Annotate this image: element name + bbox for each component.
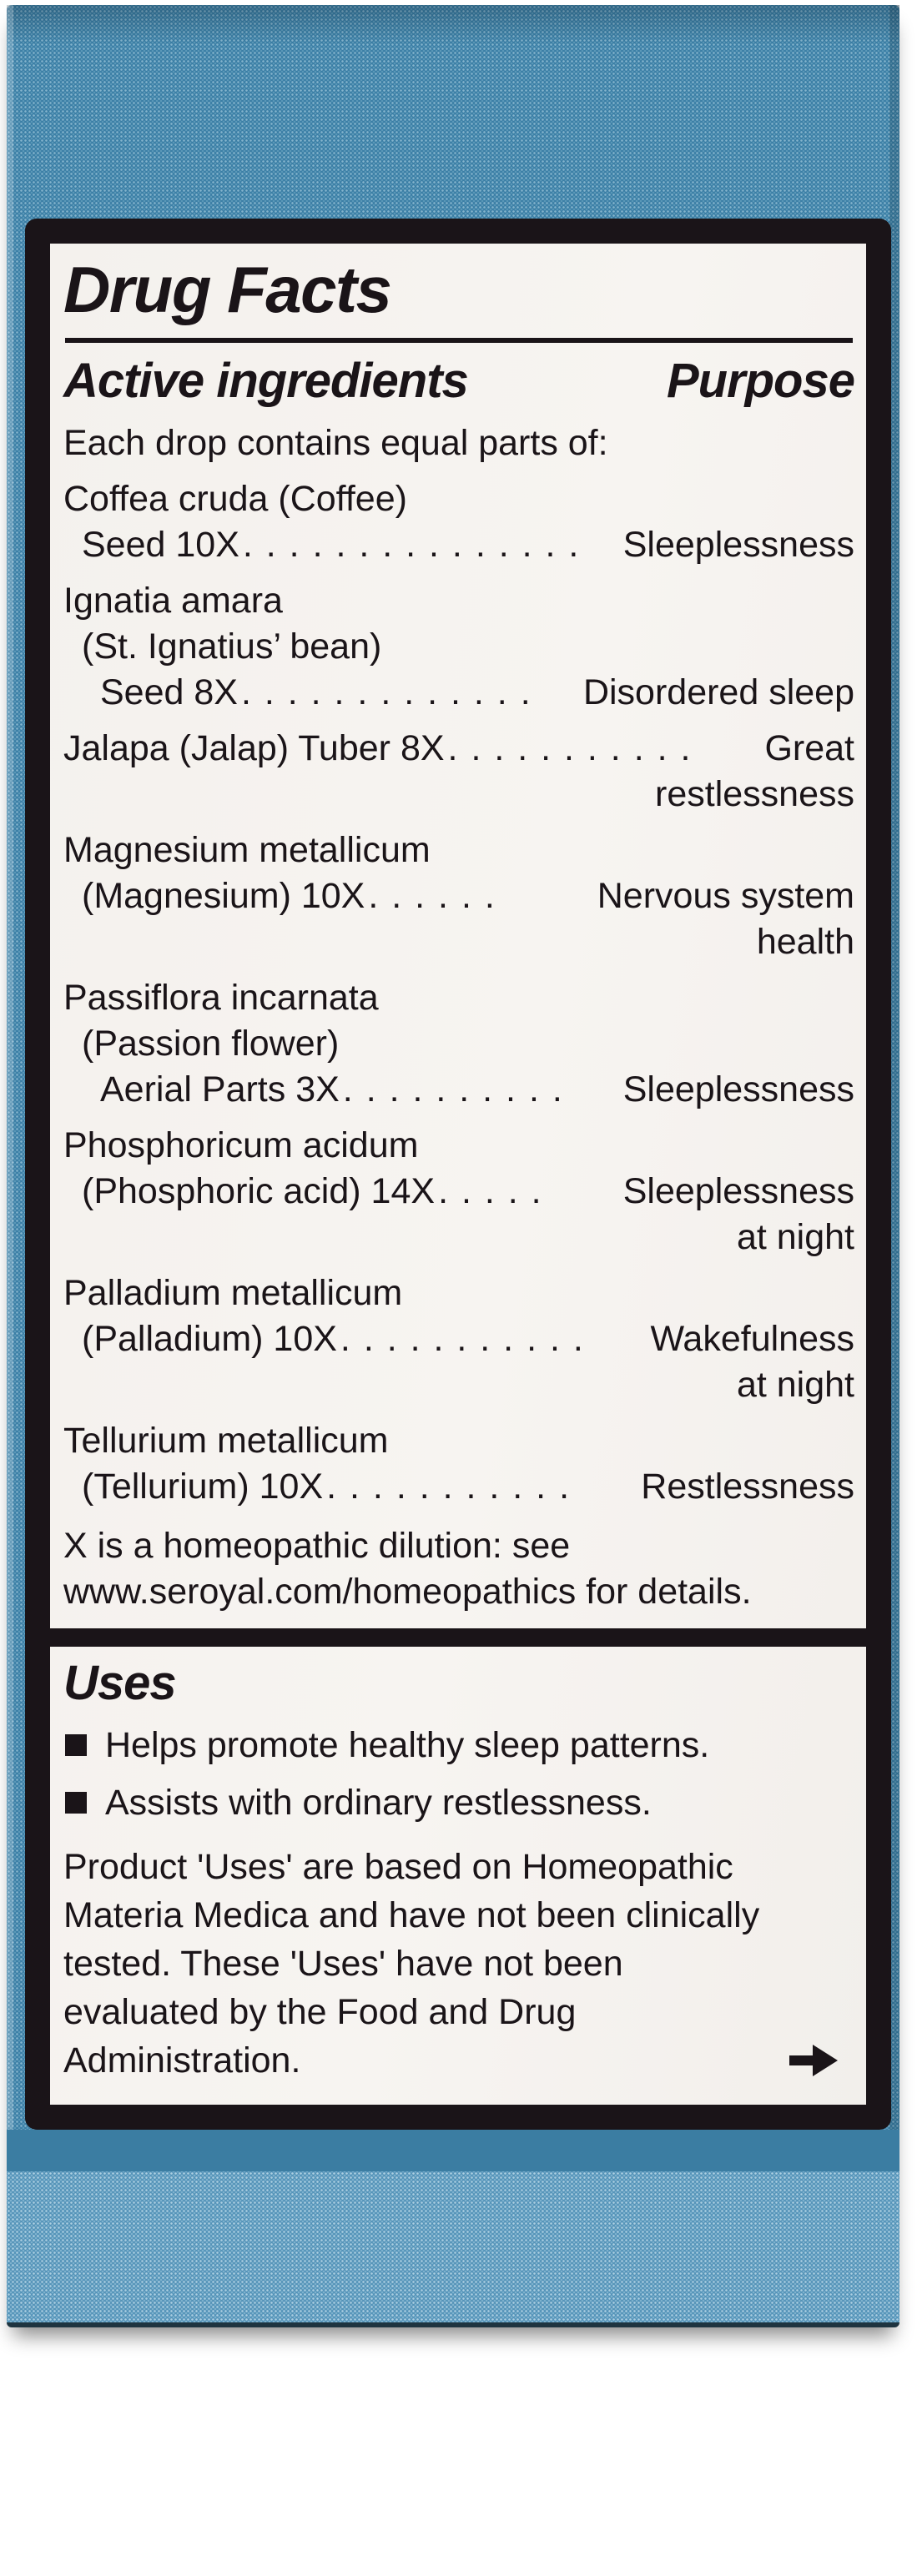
ingredient-name: Tellurium metallicum: [63, 1420, 389, 1461]
leader-dots: . . . . . . . . . . .: [447, 727, 693, 768]
purpose-continuation: restlessness: [655, 773, 854, 814]
purpose-continuation: health: [756, 921, 854, 962]
ingredient-name: Ignatia amara: [63, 580, 283, 621]
purpose-text: Wakefulness: [650, 1318, 854, 1359]
ingredient-leader-line: [63, 726, 854, 772]
purpose-text: Sleeplessness: [622, 1170, 854, 1211]
box-left-highlight: [7, 5, 13, 2322]
section-divider: [50, 1628, 866, 1647]
disclaimer-line: Administration.: [63, 2040, 301, 2080]
disclaimer-line: Materia Medica and have not been clinically: [63, 1894, 760, 1935]
purpose-text: Disordered sleep: [582, 672, 854, 712]
ingredient-name: Jalapa (Jalap) Tuber 8X: [63, 727, 445, 768]
ingredient-part: (Phosphoric acid) 14X: [82, 1170, 436, 1211]
ingredient-name: Magnesium metallicum: [63, 829, 431, 870]
ingredient-leader-line: [63, 1067, 854, 1113]
uses-disclaimer: [63, 1843, 854, 2085]
box-top-fold-shade: [7, 5, 899, 45]
leader-dots: . . . . . .: [368, 875, 496, 916]
dilution-footnote-line: X is a homeopathic dilution: see: [63, 1525, 571, 1566]
uses-bullet-text: Assists with ordinary restlessness.: [105, 1782, 652, 1823]
uses-bullet-item: [63, 1780, 854, 1826]
bullet-square-icon: [65, 1792, 87, 1814]
drug-facts-panel: [25, 219, 891, 2130]
ingredient-leader-line: [63, 670, 854, 716]
ingredient-common-name: (St. Ignatius’ bean): [82, 626, 382, 667]
uses-bullet-text: Helps promote healthy sleep patterns.: [105, 1724, 710, 1765]
ingredient-part: Seed 10X: [82, 524, 239, 565]
drug-facts-panel-inner: [50, 244, 866, 2105]
ingredient-leader-line: [63, 873, 854, 919]
intro-line: Each drop contains equal parts of:: [63, 422, 608, 463]
purpose-text: Restlessness: [641, 1466, 854, 1507]
ingredient-part: (Tellurium) 10X: [82, 1466, 324, 1507]
disclaimer-line: Product 'Uses' are based on Homeopathic: [63, 1846, 733, 1887]
uses-bullet-item: [63, 1723, 854, 1768]
disclaimer-line: evaluated by the Food and Drug: [63, 1991, 577, 2032]
active-ingredients-header: Active ingredients: [63, 353, 468, 408]
ingredient-leader-line: [63, 1464, 854, 1510]
purpose-text: Sleeplessness: [622, 524, 854, 565]
ingredient-leader-line: [63, 1316, 854, 1362]
leader-dots: . . . . . . . . . .: [342, 1069, 564, 1109]
title-rule: [65, 338, 853, 343]
leader-dots: . . . . .: [438, 1170, 543, 1211]
purpose-text: Sleeplessness: [622, 1069, 854, 1109]
ingredient-name: Palladium metallicum: [63, 1272, 403, 1313]
ingredient-name: Coffea cruda (Coffee): [63, 478, 407, 519]
purpose-text: Great: [764, 727, 854, 768]
continue-arrow-icon: [788, 2042, 839, 2079]
ingredient-part: Seed 8X: [100, 672, 238, 712]
panel-title: Drug Facts: [63, 253, 391, 326]
product-box: [7, 5, 899, 2327]
leader-dots: . . . . . . . . . . . . .: [240, 672, 532, 712]
ingredient-part: (Palladium) 10X: [82, 1318, 337, 1359]
leader-dots: . . . . . . . . . . . . . . .: [242, 524, 581, 565]
leader-dots: . . . . . . . . . . .: [340, 1318, 585, 1359]
purpose-header: Purpose: [666, 353, 854, 408]
ingredient-part: (Magnesium) 10X: [82, 875, 365, 916]
dilution-footnote-url: www.seroyal.com/homeopathics for details.: [63, 1571, 752, 1612]
ingredient-name: Passiflora incarnata: [63, 977, 379, 1018]
bottom-texture-band: [7, 2171, 899, 2322]
ingredients-header-row: [63, 353, 854, 409]
purpose-continuation: at night: [736, 1216, 854, 1257]
uses-header: Uses: [63, 1655, 176, 1710]
purpose-text: Nervous system: [597, 875, 854, 916]
bullet-square-icon: [65, 1734, 87, 1756]
ingredient-leader-line: [63, 522, 854, 568]
leader-dots: . . . . . . . . . . .: [326, 1466, 572, 1507]
bottom-solid-teal-band: [7, 2130, 899, 2171]
ingredient-common-name: (Passion flower): [82, 1023, 340, 1064]
ingredient-leader-line: [63, 1169, 854, 1215]
ingredient-part: Aerial Parts 3X: [100, 1069, 340, 1109]
purpose-continuation: at night: [736, 1364, 854, 1405]
disclaimer-line: tested. These 'Uses' have not been: [63, 1943, 623, 1984]
ingredient-name: Phosphoricum acidum: [63, 1124, 419, 1165]
